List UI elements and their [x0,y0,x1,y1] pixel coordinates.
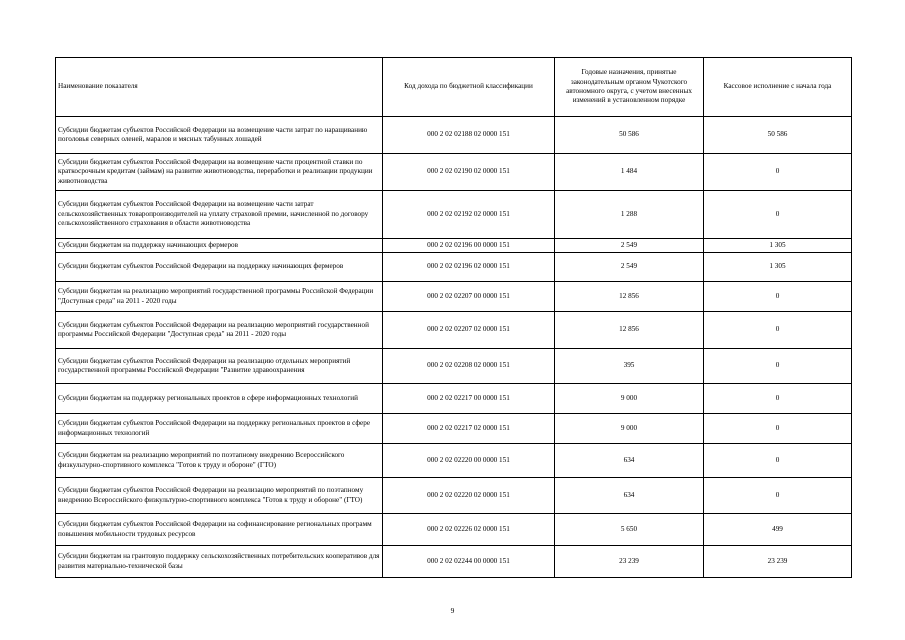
row-code: 000 2 02 02244 00 0000 151 [383,546,555,578]
row-exec: 0 [704,312,852,349]
header-code: Код дохода по бюджетной классификации [383,58,555,117]
row-name: Субсидии бюджетам на поддержку начинающих фермеров [56,239,383,253]
row-code: 000 2 02 02192 02 0000 151 [383,191,555,239]
row-name: Субсидии бюджетам субъектов Российской Федерации на поддержку начинающих фермеров [56,253,383,282]
row-name: Субсидии бюджетам на грантовую поддержку сельскохозяйственных потребительских кооперативов для развития материально-технической базы [56,546,383,578]
table-row [56,117,852,154]
row-exec: 0 [704,349,852,384]
row-code: 000 2 02 02217 00 0000 151 [383,384,555,414]
header-exec: Кассовое исполнение с начала года [704,58,852,117]
row-code: 000 2 02 02190 02 0000 151 [383,154,555,191]
row-name: Субсидии бюджетам субъектов Российской Федерации на возмещение части затрат по наращиванию поголовья северных оленей, маралов и мясных табунных лошадей [56,117,383,154]
row-plan: 50 586 [555,117,704,154]
table-row [56,414,852,444]
row-plan: 1 288 [555,191,704,239]
row-plan: 2 549 [555,253,704,282]
row-code: 000 2 02 02220 02 0000 151 [383,478,555,514]
row-code: 000 2 02 02188 02 0000 151 [383,117,555,154]
row-code: 000 2 02 02226 02 0000 151 [383,514,555,546]
row-exec: 499 [704,514,852,546]
row-exec: 0 [704,282,852,312]
row-name: Субсидии бюджетам на реализацию мероприятий по поэтапному внедрению Всероссийского физкультурно-спортивного комплекса "Готов к труду и обороне" (ГТО) [56,444,383,478]
page-number: 9 [450,606,455,615]
row-exec: 23 239 [704,546,852,578]
table-row [56,514,852,546]
row-exec: 0 [704,154,852,191]
row-code: 000 2 02 02207 02 0000 151 [383,312,555,349]
row-plan: 5 650 [555,514,704,546]
table-row [56,546,852,578]
row-plan: 2 549 [555,239,704,253]
row-plan: 634 [555,478,704,514]
row-exec: 0 [704,384,852,414]
table-row [56,349,852,384]
table-row [56,282,852,312]
row-name: Субсидии бюджетам субъектов Российской Федерации на поддержку региональных проектов в сфере информационных технологий [56,414,383,444]
table-row [56,384,852,414]
row-exec: 50 586 [704,117,852,154]
header-name: Наименование показателя [56,58,383,117]
row-exec: 0 [704,191,852,239]
row-exec: 0 [704,414,852,444]
table-row [56,253,852,282]
table-row [56,478,852,514]
row-name: Субсидии бюджетам на реализацию мероприятий государственной программы Российской Федерации "Доступная среда" на 2011 - 2020 годы [56,282,383,312]
row-exec: 0 [704,478,852,514]
budget-table [55,57,852,578]
row-code: 000 2 02 02207 00 0000 151 [383,282,555,312]
row-name: Субсидии бюджетам субъектов Российской Федерации на возмещение части процентной ставки по краткосрочным кредитам (займам) на развитие животноводства, переработки и реализации продукции животноводства [56,154,383,191]
row-name: Субсидии бюджетам субъектов Российской Федерации на реализацию мероприятий по поэтапному внедрению Всероссийского физкультурно-спортивного комплекса "Готов к труду и обороне" (ГТО) [56,478,383,514]
table-row [56,312,852,349]
row-plan: 12 856 [555,282,704,312]
row-code: 000 2 02 02196 02 0000 151 [383,253,555,282]
table-row [56,444,852,478]
row-code: 000 2 02 02220 00 0000 151 [383,444,555,478]
row-exec: 0 [704,444,852,478]
row-name: Субсидии бюджетам субъектов Российской Федерации на софинансирование региональных программ повышения мобильности трудовых ресурсов [56,514,383,546]
row-plan: 23 239 [555,546,704,578]
row-code: 000 2 02 02217 02 0000 151 [383,414,555,444]
row-name: Субсидии бюджетам субъектов Российской Федерации на реализацию отдельных мероприятий государственной программы Российской Федерации "Развитие здравоохранения [56,349,383,384]
row-name: Субсидии бюджетам на поддержку региональных проектов в сфере информационных технологий [56,384,383,414]
row-plan: 634 [555,444,704,478]
row-plan: 1 484 [555,154,704,191]
header-row [56,58,852,117]
row-plan: 395 [555,349,704,384]
row-code: 000 2 02 02196 00 0000 151 [383,239,555,253]
table-row [56,154,852,191]
row-exec: 1 305 [704,239,852,253]
row-name: Субсидии бюджетам субъектов Российской Федерации на возмещение части затрат сельскохозяйственных товаропроизводителей на уплату страховой премии, начисленной по договору сельскохозяйственного страхования в области животноводства [56,191,383,239]
row-plan: 12 856 [555,312,704,349]
row-exec: 1 305 [704,253,852,282]
row-name: Субсидии бюджетам субъектов Российской Федерации на реализацию мероприятий государственной программы Российской Федерации "Доступная среда" на 2011 - 2020 годы [56,312,383,349]
table-row [56,239,852,253]
row-plan: 9 000 [555,384,704,414]
header-plan: Годовые назначения, принятые законодательным органом Чукотского автономного округа, с учетом внесенных изменений в установленном порядке [555,58,704,117]
row-code: 000 2 02 02208 02 0000 151 [383,349,555,384]
table-row [56,191,852,239]
row-plan: 9 000 [555,414,704,444]
